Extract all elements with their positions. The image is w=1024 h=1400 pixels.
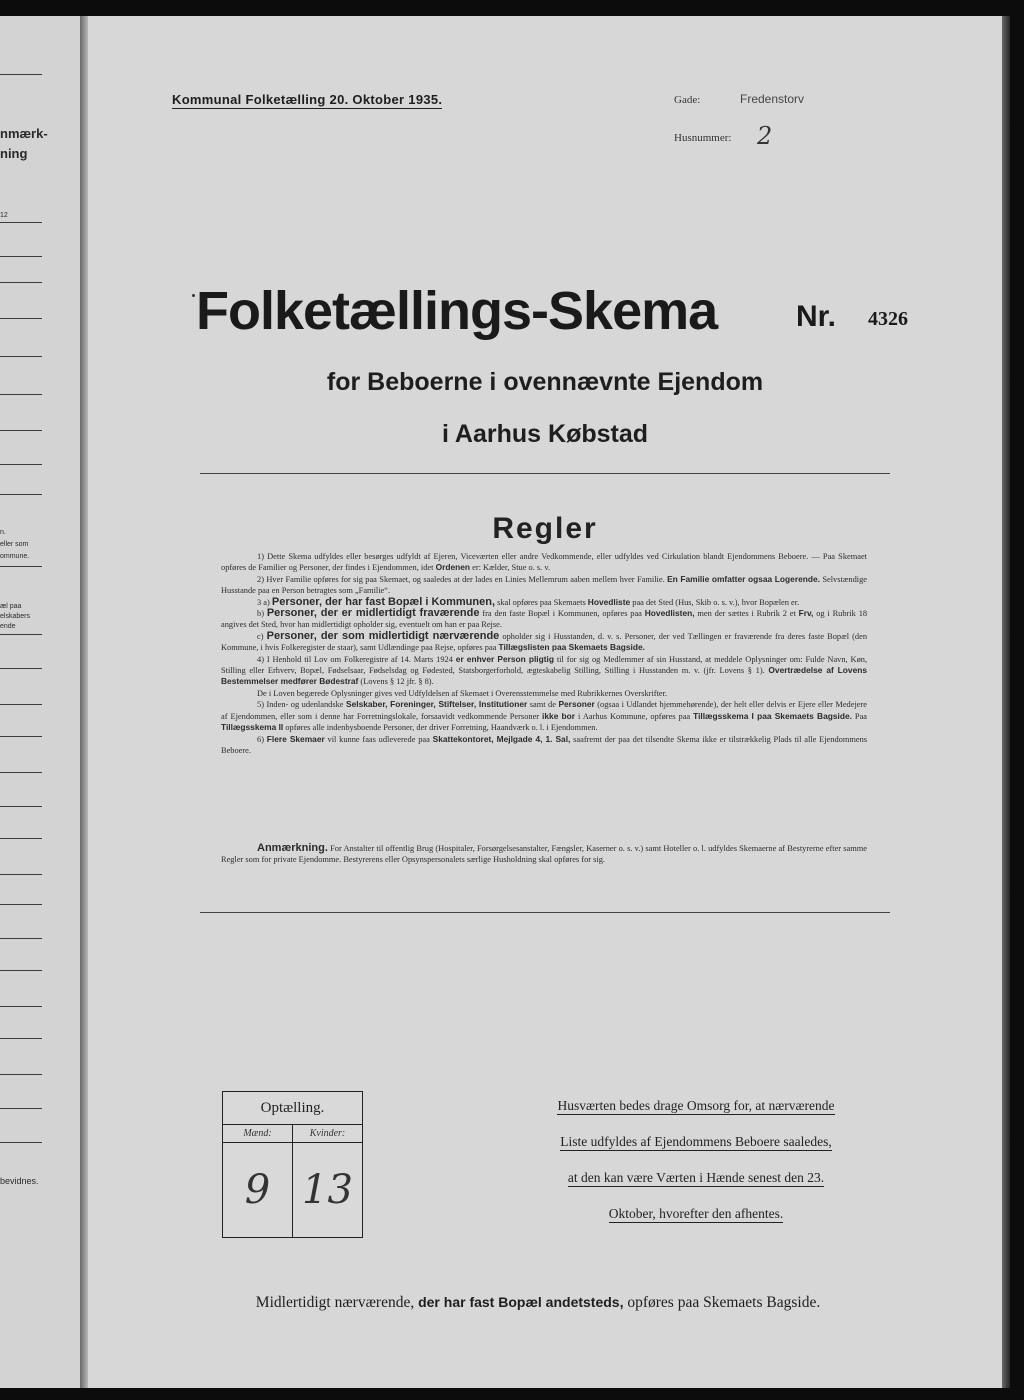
street-value: Fredenstorv bbox=[740, 92, 805, 106]
left-page-rule bbox=[0, 394, 42, 395]
left-page-rule bbox=[0, 222, 42, 223]
annotation-text: For Anstalter til offentlig Brug (Hospitaler, Forsørgelsesanstalter, Fængsler, Kaserner o. s. v.) samt Hoteller o. l. udfyldes Skemaerne af Bestyrerne efter samme Regler som for private Ejendomme. Bestyrerens eller Opsynspersonalets særlige Husholdning skal opføres for sig. bbox=[221, 844, 867, 865]
rule-1: 1) Dette Skema udfyldes eller besørges udfyldt af Ejeren, Viceværten eller andre Vedkommende, eller udfyldes ved Cirkulation blandt Ejendommens Beboere. — Paa Skemaet opføres de Familier og Personer, der findes i Ejendommen, idet Ordenen er: Kælder, Stue o. s. v. bbox=[221, 552, 867, 573]
count-men-value: 9 bbox=[244, 1167, 271, 1213]
street-label: Gade: bbox=[674, 94, 701, 106]
form-nr-value: 4326 bbox=[868, 308, 908, 330]
left-page-rule bbox=[0, 1074, 42, 1075]
book-spine bbox=[80, 16, 88, 1388]
rule-3a: 3 a) Personer, der har fast Bopæl i Kommunen, skal opføres paa Skemaets Hovedliste paa det Sted (Hus, Skib o. s. v.), hvor Bopælen er. bbox=[257, 595, 800, 608]
notice-line1: Husværten bedes drage Omsorg for, at nærværende bbox=[557, 1098, 835, 1113]
left-page-rule bbox=[0, 838, 42, 839]
divider-top bbox=[200, 473, 890, 474]
left-page-rule bbox=[0, 282, 42, 283]
footer-part1: Midlertidigt nærværende, bbox=[255, 1294, 415, 1311]
left-page-text2-line3: ende bbox=[0, 623, 16, 630]
left-page-text1-line1: n. bbox=[0, 529, 6, 536]
ink-dot bbox=[192, 294, 195, 297]
left-page-rule bbox=[0, 356, 42, 357]
left-page-rule bbox=[0, 772, 42, 773]
left-page-rule bbox=[0, 464, 42, 465]
footer-part2: der har fast Bopæl andetsteds, bbox=[418, 1294, 624, 1310]
rules-heading: Regler bbox=[492, 512, 598, 545]
left-page-text3: bevidnes. bbox=[0, 1176, 39, 1186]
form-title: Folketællings-Skema bbox=[196, 281, 718, 341]
form-nr-label: Nr. bbox=[796, 300, 837, 333]
count-men-column bbox=[223, 1125, 293, 1237]
left-page-heading-line1: nmærk- bbox=[0, 126, 48, 141]
left-page-text2-line2: elskabers bbox=[0, 613, 30, 620]
form-subtitle-line2: i Aarhus Købstad bbox=[441, 420, 649, 448]
census-title: Kommunal Folketælling 20. Oktober 1935. bbox=[172, 92, 443, 107]
left-page-text1-line2: eller som bbox=[0, 541, 29, 548]
footer-part3: opføres paa Skemaets Bagside. bbox=[627, 1294, 821, 1311]
left-page-number: 12 bbox=[0, 212, 8, 219]
rule-5: 5) Inden- og udenlandske Selskaber, Foreninger, Stiftelser, Institutioner samt de Personer (ogsaa i Udlandet hjemmehørende), der helt eller delvis er Ejere eller Medejere af Ejendommen, eller som i denne har Forretningslokale, forsaavidt vedkommende Personer ikke bor i Aarhus Kommune, opføres paa Tillægsskema I paa Skemaets Bagside. Paa Tillægsskema II opføres alle indenbysboende Personer, der driver Forretning, Haandværk o. l. i Ejendommen. bbox=[221, 699, 868, 733]
divider-bottom bbox=[200, 912, 890, 913]
left-page-rule bbox=[0, 1108, 42, 1109]
left-page-rule bbox=[0, 736, 42, 737]
left-page-rule bbox=[0, 74, 42, 75]
left-page-rule bbox=[0, 1006, 42, 1007]
left-page-rule bbox=[0, 494, 42, 495]
left-page-rule bbox=[0, 256, 42, 257]
count-women-column bbox=[293, 1125, 362, 1237]
rule-3c: c) Personer, der som midlertidigt nærværende opholder sig i Husstanden, d. v. s. Personer, der ved Tællingen er fraværende fra deres faste Bopæl (den Kommune, i hvis Folkeregister de staar), samt Udlændinge paa Rejse, opføres paa Tillægslisten paa Skemaets Bagside. bbox=[221, 629, 868, 653]
count-box-title: Optælling. bbox=[223, 1092, 362, 1125]
left-page-heading-line2: ning bbox=[0, 146, 28, 161]
footer-instruction bbox=[200, 1294, 876, 1312]
rule-6: 6) Flere Skemaer vil kunne faas udleverede paa Skattekontoret, Mejlgade 4, 1. Sal, saafremt der paa det tilsendte Skema ikke er tilstrækkelig Plads til alle Ejendommens Beboere. bbox=[221, 733, 868, 755]
left-page-rule bbox=[0, 806, 42, 807]
rules-text bbox=[221, 551, 867, 756]
count-women-label: Kvinder: bbox=[293, 1125, 362, 1143]
left-page-rule bbox=[0, 904, 42, 905]
left-page-text2-line1: æl paa bbox=[0, 603, 22, 610]
annotation-note bbox=[221, 843, 867, 866]
notice-line3: at den kan være Værten i Hænde senest den 23. bbox=[567, 1170, 825, 1185]
left-page-rule bbox=[0, 938, 42, 939]
left-page-rule bbox=[0, 318, 42, 319]
left-page-rule bbox=[0, 634, 42, 635]
left-page-rule bbox=[0, 566, 42, 567]
rule-3b: b) Personer, der er midlertidigt fraværende fra den faste Bopæl i Kommunen, opføres paa Hovedlisten, men der sættes i Rubrik 2 et Frv, og i Rubrik 18 angives det Sted, hvor han midlertidigt opholder sig, eventuelt om han er paa Rejse. bbox=[221, 607, 868, 630]
left-page-rule bbox=[0, 704, 42, 705]
left-page-rule bbox=[0, 1038, 42, 1039]
left-page-rule bbox=[0, 874, 42, 875]
rule-2: 2) Hver Familie opføres for sig paa Skemaet, og saaledes at der lades en Linies Mellemrum aaben mellem hver Familie. En Familie omfatter ogsaa Logerende. Selvstændige Husstande paa en Person betragtes som „Familie“. bbox=[221, 573, 868, 596]
notice-line2: Liste udfyldes af Ejendommens Beboere saaledes, bbox=[560, 1134, 832, 1149]
left-page-rule bbox=[0, 668, 42, 669]
rule-4b: De i Loven begærede Oplysninger gives ved Udfyldelsen af Skemaet i Overensstemmelse med Rubrikkernes Overskrifter. bbox=[257, 688, 668, 698]
rule-4: 4) I Henhold til Lov om Folkeregistre af 14. Marts 1924 er enhver Person pligtig til for sig og Medlemmer af sin Husstand, at meddele Oplysninger om: Fulde Navn, Køn, Stilling eller Erhverv, Bopæl, Fødselsaar, Fødselsdag og Fødested, Statsborgerforhold, ægteskabelig Stilling, Stilling i Husstanden m. v. (jfr. Lovens § 1). Overtrædelse af Lovens Bestemmelser medfører Bødestraf (Lovens § 12 jfr. § 8). bbox=[221, 653, 868, 687]
left-page-text1-line3: ommune. bbox=[0, 553, 30, 560]
house-number-label: Husnummer: bbox=[674, 132, 732, 144]
count-women-value: 13 bbox=[302, 1167, 353, 1213]
left-page-rule bbox=[0, 430, 42, 431]
left-page-rule bbox=[0, 1142, 42, 1143]
form-subtitle-line1: for Beboerne i ovennævnte Ejendom bbox=[326, 368, 764, 396]
house-number-value: 2 bbox=[757, 122, 773, 150]
notice-line4: Oktober, hvorefter den afhentes. bbox=[608, 1206, 784, 1221]
annotation-label: Anmærkning. bbox=[257, 842, 328, 854]
left-page-rule bbox=[0, 970, 42, 971]
count-men-label: Mænd: bbox=[223, 1125, 292, 1143]
adjacent-left-page bbox=[0, 16, 80, 1388]
count-box bbox=[222, 1091, 363, 1238]
